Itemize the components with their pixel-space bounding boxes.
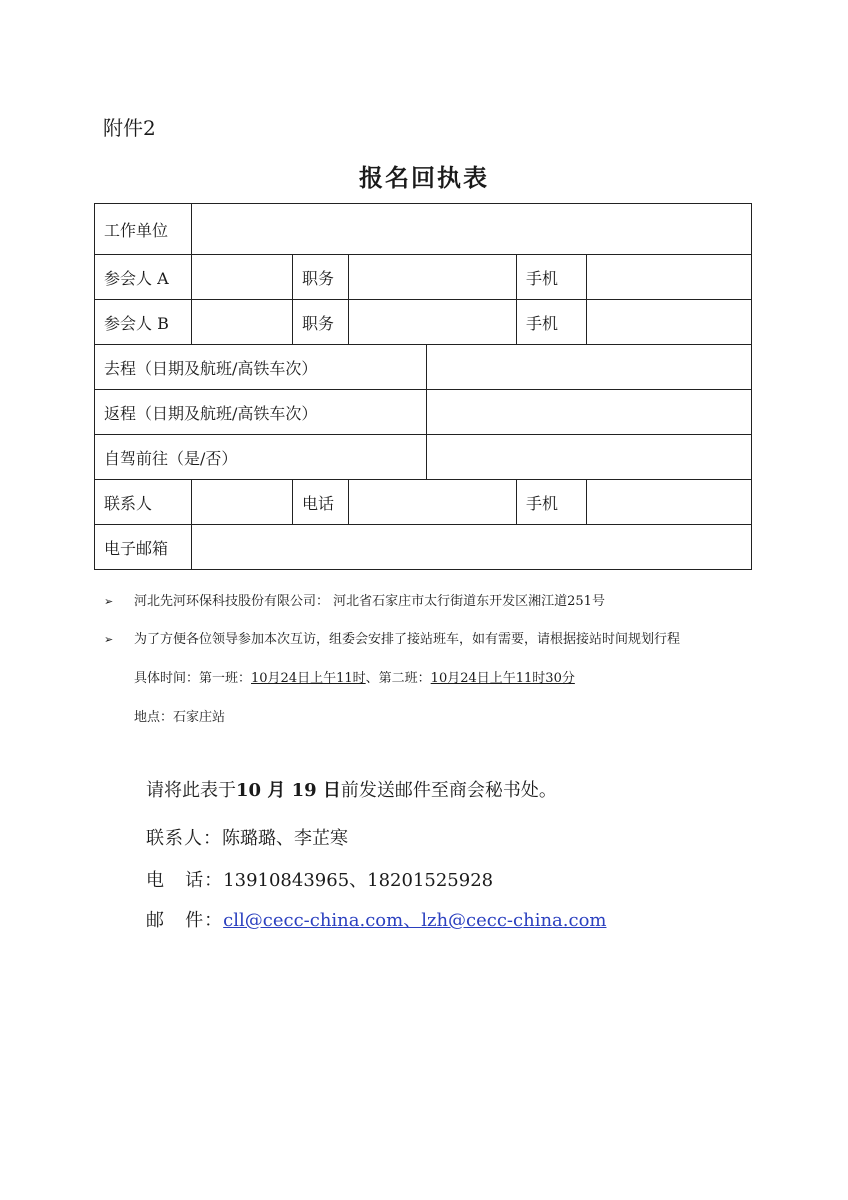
mobile-c-label: 手机 xyxy=(517,480,587,525)
deadline-suffix: 前发送邮件至商会秘书处。 xyxy=(340,780,557,801)
mobile-b-label: 手机 xyxy=(517,300,587,345)
arrow-bullet-icon: ➢ xyxy=(104,633,114,646)
phone-label: 电话 xyxy=(293,480,349,525)
phone-field[interactable] xyxy=(349,480,517,525)
contact-person-field[interactable] xyxy=(192,480,293,525)
shuttle-text: 为了方便各位领导参加本次互访，组委会安排了接站班车，如有需要，请根据接站时间规划行程 xyxy=(134,632,681,647)
second-shuttle-time: 10月24日上午11时30分 xyxy=(430,671,575,686)
contact-person-line xyxy=(146,824,348,850)
page-title: 报名回执表 xyxy=(359,163,489,192)
work-unit-field[interactable] xyxy=(192,204,752,255)
return-field[interactable] xyxy=(427,390,752,435)
contact-phone-line xyxy=(146,866,493,892)
contact-email-label: 邮 件： xyxy=(146,910,224,931)
self-drive-label: 自驾前往（是/否） xyxy=(95,435,427,480)
mobile-a-label: 手机 xyxy=(517,255,587,300)
company-note xyxy=(104,592,804,612)
position-a-field[interactable] xyxy=(349,255,517,300)
deadline-line xyxy=(146,776,557,802)
first-shuttle-time: 10月24日上午11时 xyxy=(251,671,366,686)
shuttle-time xyxy=(104,669,804,689)
deadline-date: 10 月 19 日 xyxy=(236,780,341,801)
time-prefix: 具体时间：第一班： xyxy=(134,671,252,686)
position-b-field[interactable] xyxy=(349,300,517,345)
contact-person-label-text: 联系人： xyxy=(146,828,222,849)
registration-form-table xyxy=(94,203,752,570)
mobile-c-field[interactable] xyxy=(587,480,752,525)
mobile-a-field[interactable] xyxy=(587,255,752,300)
participant-b-field[interactable] xyxy=(192,300,293,345)
self-drive-field[interactable] xyxy=(427,435,752,480)
return-label: 返程（日期及航班/高铁车次） xyxy=(95,390,427,435)
shuttle-note xyxy=(104,630,804,650)
participant-a-label: 参会人 A xyxy=(95,255,192,300)
company-address-text: 河北先河环保科技股份有限公司： 河北省石家庄市太行街道东开发区湘江道251号 xyxy=(134,594,605,609)
pickup-place: 地点：石家庄站 xyxy=(134,710,226,725)
contact-email-link[interactable]: cll@cecc-china.com、lzh@cecc-china.com xyxy=(223,910,607,931)
contact-person-label: 联系人 xyxy=(95,480,192,525)
arrow-bullet-icon: ➢ xyxy=(104,595,114,608)
position-a-label: 职务 xyxy=(293,255,349,300)
position-b-label: 职务 xyxy=(293,300,349,345)
participant-a-field[interactable] xyxy=(192,255,293,300)
contact-phone-numbers: 13910843965、18201525928 xyxy=(223,870,494,891)
contact-phone-label: 电 话： xyxy=(146,870,224,891)
email-field[interactable] xyxy=(192,525,752,570)
outbound-label: 去程（日期及航班/高铁车次） xyxy=(95,345,427,390)
shuttle-place xyxy=(104,708,804,728)
deadline-prefix: 请将此表于 xyxy=(146,780,236,801)
attachment-label: 附件2 xyxy=(103,116,156,140)
time-separator: 、第二班： xyxy=(365,671,431,686)
contact-person-names: 陈璐璐、李芷寒 xyxy=(222,828,348,849)
participant-b-label: 参会人 B xyxy=(95,300,192,345)
outbound-field[interactable] xyxy=(427,345,752,390)
work-unit-label: 工作单位 xyxy=(95,204,192,255)
mobile-b-field[interactable] xyxy=(587,300,752,345)
email-label: 电子邮箱 xyxy=(95,525,192,570)
contact-email-line xyxy=(146,906,606,932)
